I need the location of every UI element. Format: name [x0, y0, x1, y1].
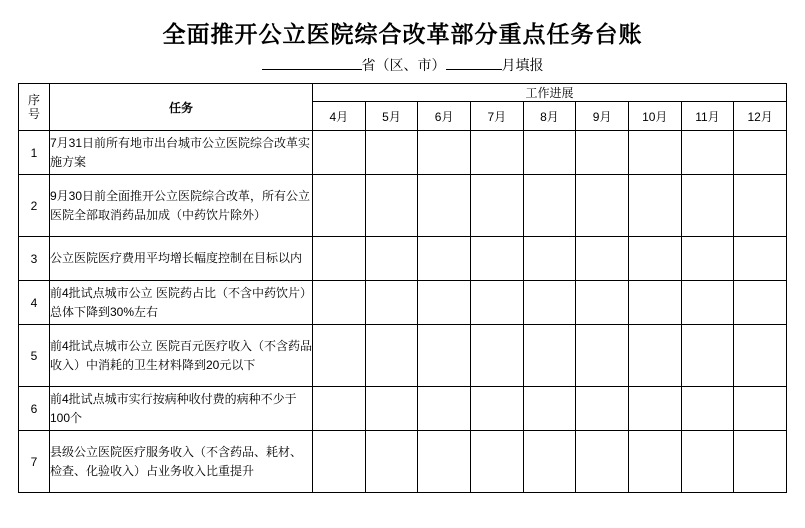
table-row	[19, 325, 787, 387]
cell-month-jun[interactable]	[418, 325, 471, 387]
table-row	[19, 431, 787, 493]
row-seq: 3	[19, 237, 50, 281]
month-blank[interactable]	[446, 69, 502, 70]
cell-month-sep[interactable]	[576, 431, 629, 493]
table-row	[19, 281, 787, 325]
cell-month-aug[interactable]	[523, 131, 576, 175]
cell-month-oct[interactable]	[628, 387, 681, 431]
cell-month-sep[interactable]	[576, 131, 629, 175]
province-label: 省（区、市）	[361, 59, 446, 74]
header-month-jul: 7月	[470, 102, 523, 131]
cell-month-apr[interactable]	[313, 237, 366, 281]
cell-month-may[interactable]	[365, 131, 418, 175]
cell-month-aug[interactable]	[523, 325, 576, 387]
cell-month-aug[interactable]	[523, 175, 576, 237]
cell-month-sep[interactable]	[576, 175, 629, 237]
header-month-jun: 6月	[418, 102, 471, 131]
cell-month-oct[interactable]	[628, 325, 681, 387]
cell-month-apr[interactable]	[313, 387, 366, 431]
header-month-oct: 10月	[628, 102, 681, 131]
cell-month-dec[interactable]	[734, 175, 787, 237]
cell-month-nov[interactable]	[681, 281, 734, 325]
header-month-dec: 12月	[734, 102, 787, 131]
cell-month-dec[interactable]	[734, 387, 787, 431]
table-body	[19, 131, 787, 493]
ledger-table	[18, 83, 787, 493]
header-month-aug: 8月	[523, 102, 576, 131]
row-seq: 5	[19, 325, 50, 387]
cell-month-dec[interactable]	[734, 281, 787, 325]
cell-month-dec[interactable]	[734, 237, 787, 281]
cell-month-sep[interactable]	[576, 325, 629, 387]
cell-month-nov[interactable]	[681, 325, 734, 387]
cell-month-sep[interactable]	[576, 387, 629, 431]
cell-month-may[interactable]	[365, 387, 418, 431]
table-row	[19, 175, 787, 237]
table-row	[19, 131, 787, 175]
cell-month-jun[interactable]	[418, 431, 471, 493]
cell-month-apr[interactable]	[313, 431, 366, 493]
header-month-may: 5月	[365, 102, 418, 131]
cell-month-jul[interactable]	[470, 325, 523, 387]
header-seq-line2: 号	[27, 107, 40, 121]
cell-month-may[interactable]	[365, 281, 418, 325]
report-subtitle	[18, 55, 787, 75]
header-progress: 工作进展	[313, 84, 787, 102]
header-month-nov: 11月	[681, 102, 734, 131]
row-task: 前4批试点城市公立 医院药占比（不含中药饮片）总体下降到30%左右	[50, 281, 313, 325]
cell-month-may[interactable]	[365, 175, 418, 237]
cell-month-may[interactable]	[365, 431, 418, 493]
cell-month-jul[interactable]	[470, 237, 523, 281]
month-label: 月填报	[501, 59, 544, 74]
cell-month-may[interactable]	[365, 325, 418, 387]
cell-month-oct[interactable]	[628, 281, 681, 325]
header-seq-line1: 序	[27, 93, 40, 107]
cell-month-dec[interactable]	[734, 325, 787, 387]
cell-month-dec[interactable]	[734, 131, 787, 175]
table-head	[19, 84, 787, 131]
cell-month-jul[interactable]	[470, 431, 523, 493]
cell-month-oct[interactable]	[628, 175, 681, 237]
cell-month-jul[interactable]	[470, 387, 523, 431]
row-task: 前4批试点城市公立 医院百元医疗收入（不含药品收入）中消耗的卫生材料降到20元以下	[50, 325, 313, 387]
page-title: 全面推开公立医院综合改革部分重点任务台账	[162, 22, 643, 47]
cell-month-dec[interactable]	[734, 431, 787, 493]
header-month-apr: 4月	[313, 102, 366, 131]
table-row	[19, 387, 787, 431]
cell-month-jun[interactable]	[418, 387, 471, 431]
cell-month-sep[interactable]	[576, 237, 629, 281]
cell-month-jun[interactable]	[418, 131, 471, 175]
cell-month-aug[interactable]	[523, 281, 576, 325]
header-seq	[19, 84, 50, 131]
row-task: 9月30日前全面推开公立医院综合改革，所有公立医院全部取消药品加成（中药饮片除外）	[50, 175, 313, 237]
cell-month-apr[interactable]	[313, 131, 366, 175]
row-seq: 1	[19, 131, 50, 175]
cell-month-oct[interactable]	[628, 131, 681, 175]
row-seq: 4	[19, 281, 50, 325]
table-row	[19, 237, 787, 281]
cell-month-may[interactable]	[365, 237, 418, 281]
row-seq: 7	[19, 431, 50, 493]
cell-month-jun[interactable]	[418, 175, 471, 237]
cell-month-jun[interactable]	[418, 281, 471, 325]
cell-month-apr[interactable]	[313, 325, 366, 387]
row-seq: 6	[19, 387, 50, 431]
row-seq: 2	[19, 175, 50, 237]
cell-month-apr[interactable]	[313, 281, 366, 325]
cell-month-apr[interactable]	[313, 175, 366, 237]
row-task: 县级公立医院医疗服务收入（不含药品、耗材、检查、化验收入）占业务收入比重提升	[50, 431, 313, 493]
cell-month-nov[interactable]	[681, 387, 734, 431]
cell-month-jun[interactable]	[418, 237, 471, 281]
cell-month-oct[interactable]	[628, 431, 681, 493]
cell-month-nov[interactable]	[681, 131, 734, 175]
cell-month-jul[interactable]	[470, 175, 523, 237]
cell-month-aug[interactable]	[523, 237, 576, 281]
cell-month-nov[interactable]	[681, 237, 734, 281]
cell-month-sep[interactable]	[576, 281, 629, 325]
header-task: 任务	[50, 84, 313, 131]
row-task: 公立医院医疗费用平均增长幅度控制在目标以内	[50, 237, 313, 281]
header-month-sep: 9月	[576, 102, 629, 131]
row-task: 前4批试点城市实行按病种收付费的病种不少于100个	[50, 387, 313, 431]
cell-month-aug[interactable]	[523, 387, 576, 431]
cell-month-jul[interactable]	[470, 131, 523, 175]
cell-month-nov[interactable]	[681, 431, 734, 493]
cell-month-nov[interactable]	[681, 175, 734, 237]
header-row-top	[19, 84, 787, 102]
cell-month-aug[interactable]	[523, 431, 576, 493]
row-task: 7月31日前所有地市出台城市公立医院综合改革实施方案	[50, 131, 313, 175]
cell-month-jul[interactable]	[470, 281, 523, 325]
cell-month-oct[interactable]	[628, 237, 681, 281]
province-blank[interactable]	[262, 69, 362, 70]
